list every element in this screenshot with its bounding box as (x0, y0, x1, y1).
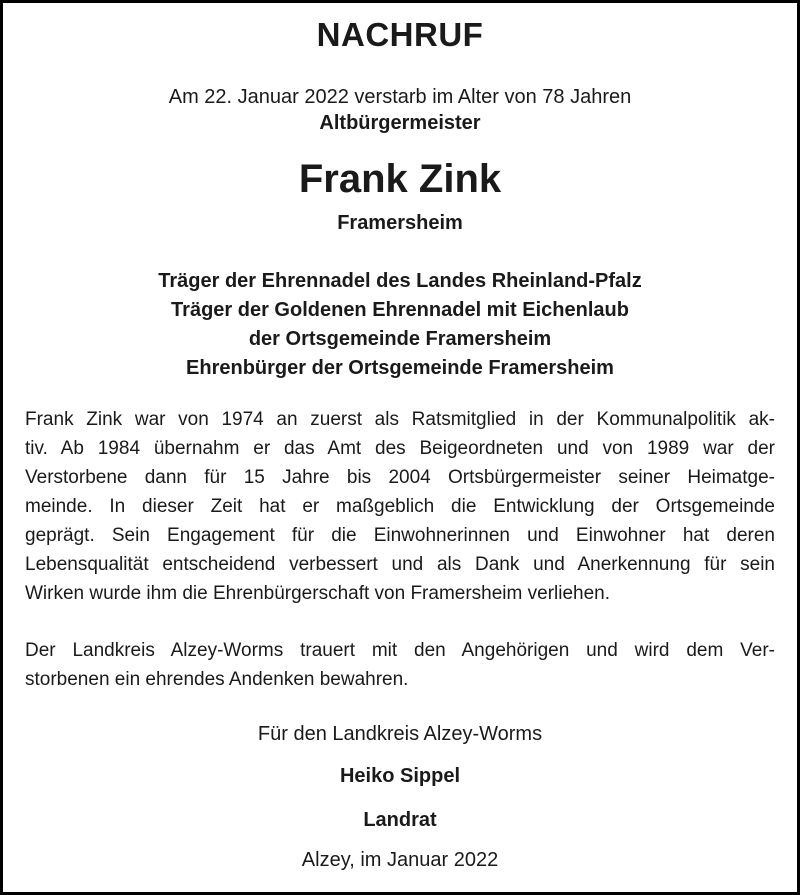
biography-line: Wirken wurde ihm die Ehrenbürgerschaft von Framersheim verliehen. (25, 583, 611, 604)
biography-line: meinde. In dieser Zeit hat er maßgeblich die Entwicklung der Ortsgemeinde (25, 496, 775, 517)
death-announcement-line: Am 22. Januar 2022 verstarb im Alter von 78 Jahren (168, 86, 632, 108)
condolence-line: Der Landkreis Alzey-Worms trauert mit den Angehörigen und wird dem Ver- (25, 640, 775, 661)
biography-line: Lebensqualität entscheidend verbessert und als Dank und Anerkennung für sein (25, 554, 775, 575)
honor-line: Träger der Ehrennadel des Landes Rheinland-Pfalz (158, 270, 642, 292)
biography-paragraph (25, 405, 775, 608)
honor-line: Ehrenbürger der Ortsgemeinde Framersheim (186, 357, 614, 379)
biography-line: Frank Zink war von 1974 an zuerst als Ratsmitglied in der Kommunalpolitik ak- (25, 409, 775, 430)
honor-line: Träger der Goldenen Ehrennadel mit Eichenlaub (171, 299, 629, 321)
obituary-title: NACHRUF (316, 16, 484, 53)
place-date-line: Alzey, im Januar 2022 (301, 849, 499, 871)
closing-line: Für den Landkreis Alzey-Worms (257, 723, 543, 745)
biography-line: Verstorbene dann für 15 Jahre bis 2004 Ortsbürgermeister seiner Heimatge- (25, 467, 775, 488)
obituary-content (3, 17, 797, 895)
signatory-name: Heiko Sippel (339, 765, 461, 787)
deceased-place: Framersheim (337, 212, 463, 234)
biography-line: tiv. Ab 1984 übernahm er das Amt des Beigeordneten und von 1989 war der (25, 438, 775, 459)
deceased-role: Altbürgermeister (319, 112, 481, 134)
deceased-name: Frank Zink (298, 157, 502, 201)
honor-line: der Ortsgemeinde Framersheim (248, 328, 552, 350)
honors-block (25, 267, 775, 383)
condolence-paragraph (25, 636, 775, 694)
biography-line: geprägt. Sein Engagement für die Einwohnerinnen und Einwohner hat deren (25, 525, 775, 546)
condolence-line: storbenen ein ehrendes Andenken bewahren. (25, 669, 409, 690)
signatory-title: Landrat (363, 809, 437, 831)
